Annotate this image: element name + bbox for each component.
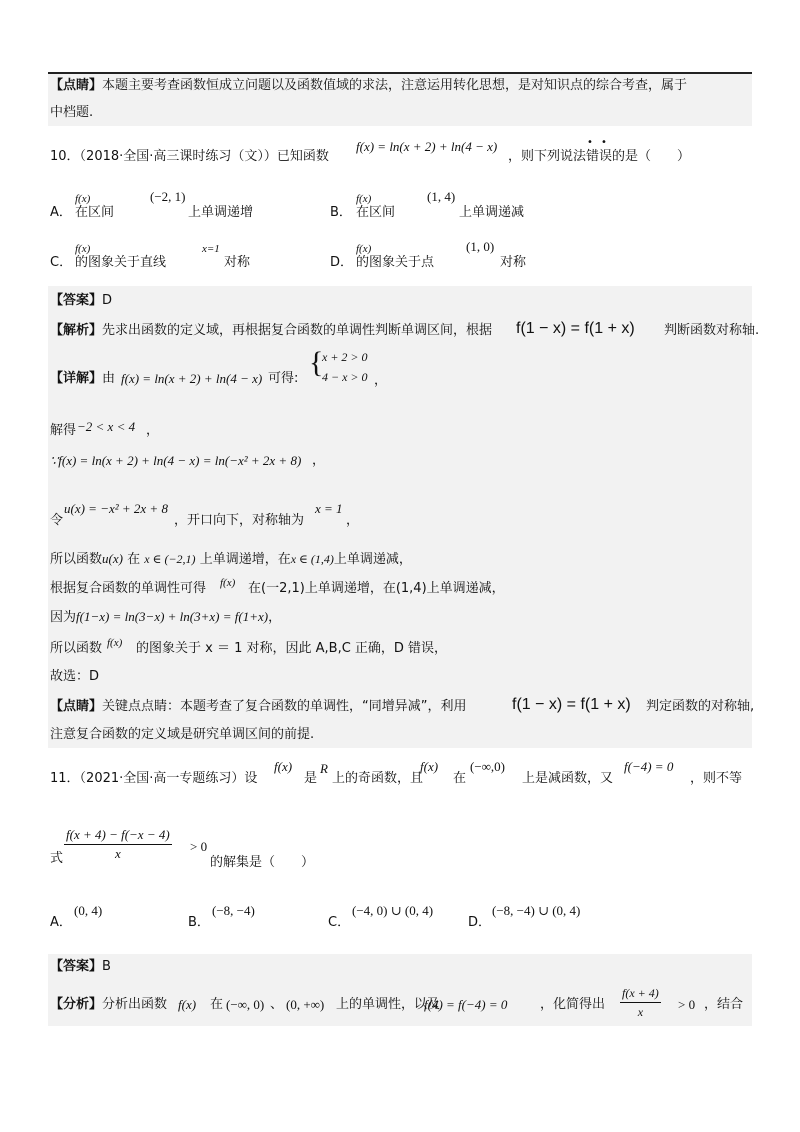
- dianjing-tag: 【点睛】: [50, 78, 103, 93]
- emphasis-dot: •: [601, 137, 607, 148]
- q11-answer: 【答案】B: [50, 959, 111, 974]
- q11-option-d[interactable]: D．: [468, 915, 492, 930]
- system-brace: {: [309, 346, 324, 379]
- q10-dianjing-end: 判定函数的对称轴,: [646, 699, 755, 714]
- q10-let: 令: [50, 513, 64, 528]
- q11-fenxi-frac: $\frac{f(x + 4)}{x}$: [622, 986, 659, 1019]
- q10-option-d-f: f(x): [356, 243, 372, 255]
- q10-dianjing: 【点睛】关键点点睛：本题考查了复合函数的单调性，“同增异减”，利用: [50, 699, 467, 714]
- q10-solve-end: ，: [146, 423, 160, 438]
- q11-t3: 在: [453, 771, 467, 786]
- q10-let-math2: x = 1: [315, 501, 343, 516]
- q10-so-end: 的图象关于 x ＝ 1 对称，因此 A,B,C 正确，D 错误，: [136, 641, 448, 656]
- q10-mono: 所以函数u(x) 在 x ∈ (−2,1) 上单调递增，在x ∈ (1,4)上单调递减，: [50, 551, 412, 567]
- q10-option-b-math: (1, 4): [427, 189, 456, 204]
- emphasis-dot: •: [587, 137, 593, 148]
- q11-frac-num: f(x + 4) − f(−x − 4): [64, 826, 172, 845]
- q11-option-a[interactable]: A．: [50, 915, 72, 930]
- q10-source: （2018·全国·高三课时练习（文））已知函数: [79, 149, 329, 164]
- q11-option-b[interactable]: B．: [188, 915, 210, 930]
- q11-option-c-math: (−4, 0) ∪ (0, 4): [352, 903, 434, 918]
- q10-option-a-t1: 在区间: [75, 205, 115, 220]
- q11-fenxi: 【分析】分析出函数: [50, 997, 168, 1012]
- q10-so: 所以函数: [50, 641, 103, 656]
- q10-solve: 解得: [50, 423, 77, 438]
- q10-comp-f: f(x): [220, 577, 236, 589]
- q10-option-b-t2: 上单调递减: [459, 205, 525, 220]
- q11-fenxi-fx: f(x): [178, 997, 197, 1012]
- q10-analysis-math: f(1 − x) = f(1 + x): [516, 320, 635, 337]
- q10-number: 10．: [50, 149, 80, 164]
- q10-option-c-f: f(x): [75, 243, 91, 255]
- q10-let-mid: ，开口向下，对称轴为: [174, 513, 305, 528]
- q11-fenxi-i1: (−∞, 0): [226, 997, 265, 1012]
- q11-fraction: [64, 826, 172, 863]
- q10-stem-tail: ，则下列说法错误的是（ ）: [508, 149, 691, 164]
- q10-option-d-math: (1, 0): [466, 239, 495, 254]
- q11-number: 11．: [50, 771, 80, 786]
- dianjing-text: 本题主要考查函数恒成立问题以及函数值域的求法，注意运用转化思想，是对知识点的综合考查，属于: [102, 78, 688, 93]
- q10-because: 因为f(1−x) = ln(3−x) + ln(3+x) = f(1+x)，: [50, 609, 282, 625]
- q11-option-c[interactable]: C．: [328, 915, 351, 930]
- q10-emph: 错误: [586, 149, 613, 164]
- q11-option-b-math: (−8, −4): [212, 903, 255, 918]
- q10-solve-math: −2 < x < 4: [77, 419, 136, 434]
- q11-ineq-end: 的解集是（ ）: [210, 855, 315, 870]
- q11-t5: ，则不等: [690, 771, 743, 786]
- q10-stem: [50, 148, 329, 166]
- q11-frac-den: x: [114, 846, 121, 861]
- q10-choose: 故选：D: [50, 669, 100, 684]
- q10-dianjing-line2: 注意复合函数的定义域是研究单调区间的前提.: [50, 727, 315, 742]
- q11-stem: 11．（2021·全国·高一专题练习）设: [50, 771, 258, 786]
- q11-cond: f(−4) = 0: [624, 759, 674, 774]
- q10-option-a-math: (−2, 1): [150, 189, 186, 204]
- q10-detail: 【详解】由: [50, 371, 116, 386]
- q10-answer-value: D: [102, 293, 113, 308]
- q10-option-d-t1: 的图象关于点: [356, 255, 435, 270]
- q11-fenxi-sep: 、: [270, 997, 284, 1012]
- q11-t4: 上是减函数，又: [522, 771, 614, 786]
- q10-answer: 【答案】D: [50, 293, 113, 308]
- q10-analysis-end: 判断函数对称轴.: [664, 323, 760, 338]
- q10-analysis: 【解析】先求出函数的定义域，再根据复合函数的单调性判断单调区间，根据: [50, 323, 493, 338]
- q10-option-d-t2: 对称: [500, 255, 527, 270]
- q10-option-b[interactable]: B．: [330, 205, 352, 220]
- q11-ineq-pre: 式: [50, 851, 64, 866]
- q10-option-c-t2: 对称: [224, 255, 251, 270]
- q10-option-b-f: f(x): [356, 193, 372, 205]
- q11-option-a-math: (0, 4): [74, 903, 103, 918]
- q11-t2: 上的奇函数，且: [332, 771, 424, 786]
- q11-fenxi-t3: 上的单调性，以及: [336, 997, 441, 1012]
- q11-fenxi-t4: ，化简得出: [540, 997, 606, 1012]
- q10-since-end: ，: [312, 453, 326, 468]
- q10-option-c-t1: 的图象关于直线: [75, 255, 167, 270]
- prev-dianjing-line2: 中档题.: [50, 105, 94, 120]
- q11-R: R: [320, 761, 328, 776]
- q10-since-math: ∵f(x) = ln(x + 2) + ln(4 − x) = ln(−x² + 2x + 8): [50, 453, 302, 468]
- q10-detail-mid: 可得:: [268, 371, 299, 386]
- q10-option-a[interactable]: A．: [50, 205, 72, 220]
- q10-let-math: u(x) = −x² + 2x + 8: [64, 501, 168, 516]
- q10-let-end: ，: [346, 513, 360, 528]
- q10-detail-math: f(x) = ln(x + 2) + ln(4 − x): [121, 371, 263, 386]
- q10-comp: 根据复合函数的单调性可得: [50, 581, 207, 596]
- q11-fenxi-gt: > 0: [678, 997, 696, 1012]
- q11-t1: 是: [304, 771, 318, 786]
- q11-option-d-math: (−8, −4) ∪ (0, 4): [492, 903, 581, 918]
- q11-fx2: f(x): [420, 759, 439, 774]
- q11-frac-gt: > 0: [190, 839, 208, 854]
- header-rule: [48, 72, 752, 74]
- q10-option-a-f: f(x): [75, 193, 91, 205]
- q10-option-c[interactable]: C．: [50, 255, 73, 270]
- q10-option-d[interactable]: D．: [330, 255, 354, 270]
- q10-func: f(x) = ln(x + 2) + ln(4 − x): [356, 139, 498, 154]
- q11-answer-value: B: [102, 959, 111, 974]
- q11-fenxi-eq: f(4) = f(−4) = 0: [424, 997, 508, 1012]
- q11-fenxi-i2: (0, +∞): [286, 997, 325, 1012]
- q10-comp-t1: 在(一2,1)上单调递增，在(1,4)上单调递减，: [248, 581, 505, 596]
- q10-option-a-t2: 上单调递增: [188, 205, 254, 220]
- system-line-1: x + 2 > 0: [322, 350, 368, 364]
- prev-dianjing: [50, 77, 687, 95]
- q11-interval: (−∞,0): [470, 759, 506, 774]
- q10-option-c-math: x=1: [202, 243, 220, 255]
- q10-dianjing-math: f(1 − x) = f(1 + x): [512, 696, 631, 713]
- q10-so-f: f(x): [107, 637, 123, 649]
- q11-fx: f(x): [274, 759, 293, 774]
- q11-fenxi-t2: 在: [210, 997, 224, 1012]
- q10-option-b-t1: 在区间: [356, 205, 396, 220]
- system-comma: ，: [374, 373, 388, 388]
- q11-fenxi-t5: ，结合: [704, 997, 744, 1012]
- system-line-2: 4 − x > 0: [322, 370, 368, 384]
